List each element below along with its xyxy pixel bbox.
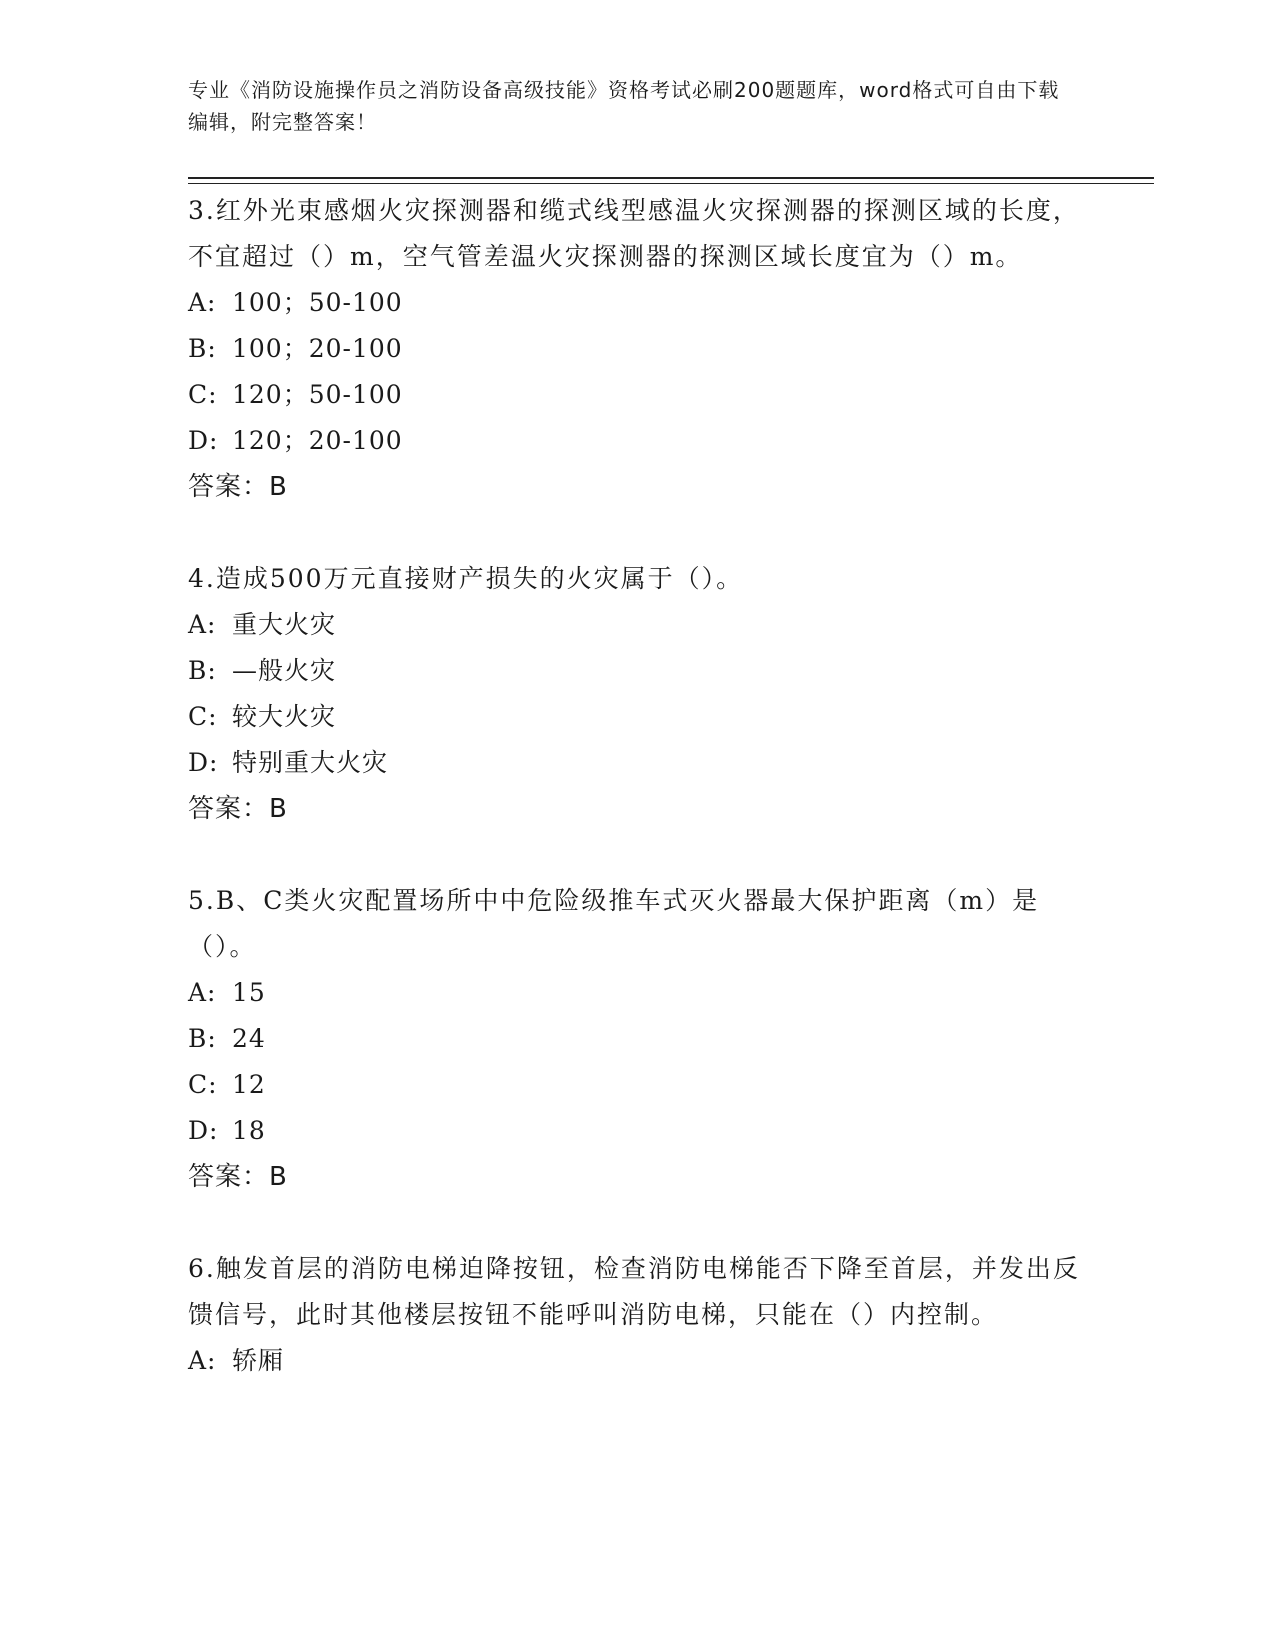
question-stem <box>188 878 1088 970</box>
question-spacer <box>188 510 1088 556</box>
answer-line: 答案：B <box>188 1162 288 1192</box>
question-stem <box>188 1246 1088 1338</box>
question-list <box>188 188 1088 1384</box>
question-stem <box>188 556 1088 602</box>
option-d <box>188 418 1088 464</box>
question-4 <box>188 556 1088 832</box>
option-letter: A: <box>188 610 217 639</box>
question-6 <box>188 1246 1088 1384</box>
option-a <box>188 280 1088 326</box>
option-letter: B: <box>188 334 217 363</box>
question-number: 5. <box>188 886 216 915</box>
option-text: 轿厢 <box>232 1346 285 1375</box>
option-text: 15 <box>232 978 266 1007</box>
option-letter: C: <box>188 1070 218 1099</box>
option-letter: C: <box>188 380 218 409</box>
question-spacer <box>188 1200 1088 1246</box>
option-letter: A: <box>188 978 217 1007</box>
option-c <box>188 372 1088 418</box>
question-3 <box>188 188 1088 510</box>
question-5 <box>188 878 1088 1200</box>
answer-line: 答案：B <box>188 472 288 502</box>
option-text: 120；20-100 <box>232 426 403 455</box>
question-stem <box>188 188 1088 280</box>
option-text: 18 <box>232 1116 266 1145</box>
option-b <box>188 1016 1088 1062</box>
option-letter: C: <box>188 702 218 731</box>
option-d <box>188 1108 1088 1154</box>
option-text: 重大火灾 <box>232 610 337 639</box>
question-spacer <box>188 832 1088 878</box>
option-letter: A: <box>188 1346 217 1375</box>
option-text: 较大火灾 <box>232 702 337 731</box>
option-text: 12 <box>232 1070 266 1099</box>
question-number: 4. <box>188 564 216 593</box>
option-text: 120；50-100 <box>232 380 403 409</box>
option-c <box>188 694 1088 740</box>
document-header: 专业《消防设施操作员之消防设备高级技能》资格考试必刷200题题库，word格式可自由下载编辑，附完整答案！ <box>188 78 1060 134</box>
header-divider-thick <box>188 177 1154 179</box>
option-letter: D: <box>188 426 219 455</box>
option-a <box>188 1338 1088 1384</box>
option-letter: B: <box>188 656 217 685</box>
option-letter: D: <box>188 1116 219 1145</box>
option-c <box>188 1062 1088 1108</box>
option-text: 特别重大火灾 <box>232 748 389 777</box>
header-divider-thin <box>188 183 1154 184</box>
option-a <box>188 602 1088 648</box>
option-b <box>188 326 1088 372</box>
question-number: 3. <box>188 196 216 225</box>
option-letter: B: <box>188 1024 217 1053</box>
option-letter: D: <box>188 748 219 777</box>
option-d <box>188 740 1088 786</box>
option-letter: A: <box>188 288 217 317</box>
option-text: —般火灾 <box>232 656 337 685</box>
answer-line: 答案：B <box>188 794 288 824</box>
question-text: 红外光束感烟火灾探测器和缆式线型感温火灾探测器的探测区域的长度，不宜超过（）m，空气管差温火灾探测器的探测区域长度宜为（）m。 <box>188 196 1080 271</box>
option-text: 100；50-100 <box>232 288 403 317</box>
question-text: 造成500万元直接财产损失的火灾属于（）。 <box>215 564 744 593</box>
option-text: 100；20-100 <box>232 334 403 363</box>
option-b <box>188 648 1088 694</box>
question-text: B、C类火灾配置场所中中危险级推车式灭火器最大保护距离（m）是（）。 <box>188 886 1040 961</box>
option-text: 24 <box>232 1024 266 1053</box>
question-number: 6. <box>188 1254 216 1283</box>
question-text: 触发首层的消防电梯迫降按钮，检查消防电梯能否下降至首层，并发出反馈信号，此时其他楼层按钮不能呼叫消防电梯，只能在（）内控制。 <box>188 1254 1080 1329</box>
option-a <box>188 970 1088 1016</box>
